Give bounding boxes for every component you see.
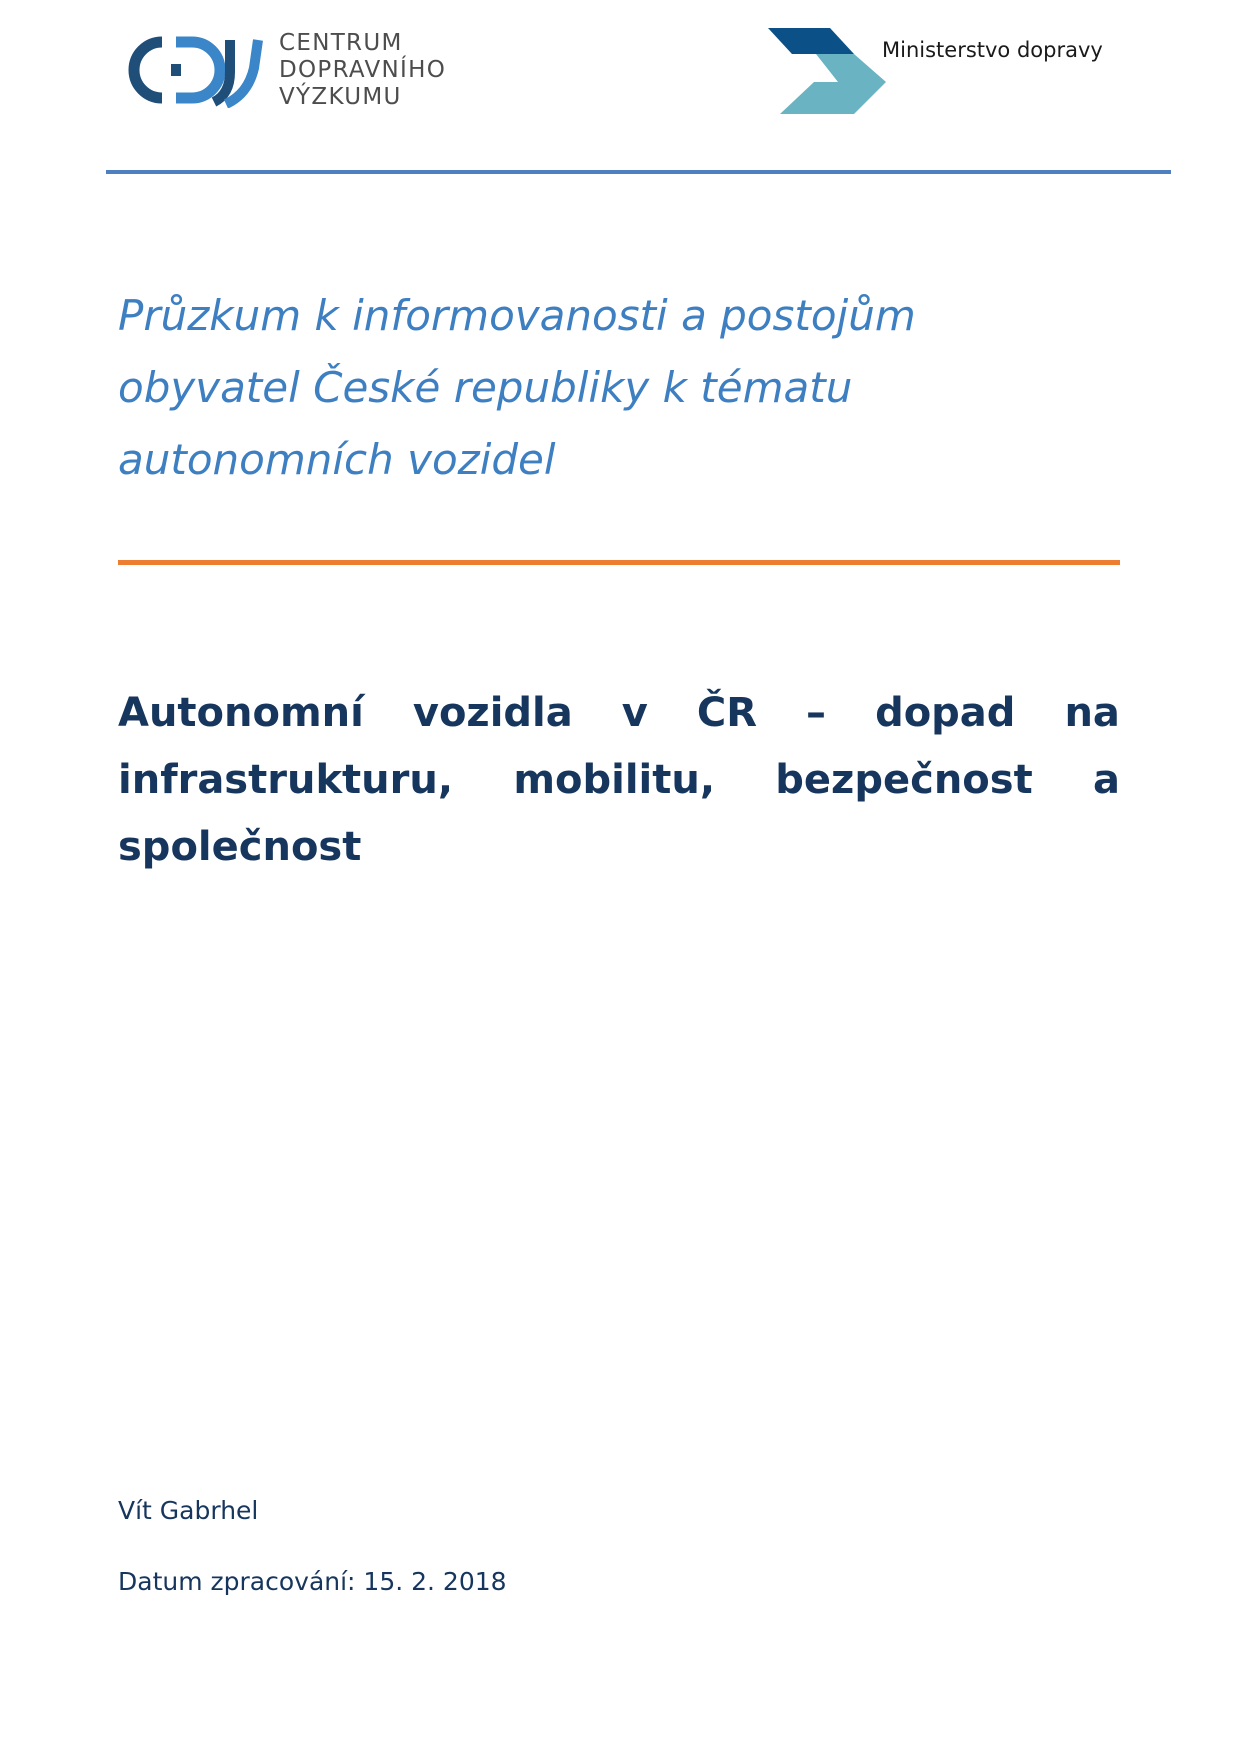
title-word: bezpečnost [775,757,1033,803]
title-word: infrastrukturu, [118,757,454,803]
title-word: na [1064,690,1120,736]
title-word: společnost [118,824,362,870]
subtitle-line: Průzkum k informovanosti a postojům [118,291,916,340]
title-word: v [621,690,648,736]
processing-date: Datum zpracování: 15. 2. 2018 [118,1567,507,1596]
subtitle-line: autonomních vozidel [118,435,556,484]
title-line [118,814,1120,881]
title-word: a [1092,757,1120,803]
cdv-logo-line: DOPRAVNÍHO [279,57,447,83]
cdv-logo-icon [118,32,268,108]
title-word: ČR [696,690,758,736]
title-word: Autonomní [118,690,364,736]
cdv-logo-text [279,30,446,111]
cdv-logo-line: CENTRUM [279,30,403,56]
header-divider [106,170,1171,174]
title-divider [118,560,1120,565]
ministry-name: Ministerstvo dopravy [882,38,1103,62]
title-word: dopad [875,690,1016,736]
cdv-logo [118,30,478,110]
title-line [118,747,1120,814]
title-word: vozidla [412,690,573,736]
cdv-logo-line: VÝZKUMU [279,84,402,110]
subtitle-line: obyvatel České republiky k tématu [118,363,853,412]
ministry-chevron-icon [768,26,886,120]
report-title [118,680,1120,881]
title-line [118,680,1120,747]
author-name: Vít Gabrhel [118,1496,259,1525]
report-subtitle [118,280,1118,496]
ministry-logo [768,26,1138,122]
title-word: mobilitu, [513,757,716,803]
title-word: – [806,690,827,736]
